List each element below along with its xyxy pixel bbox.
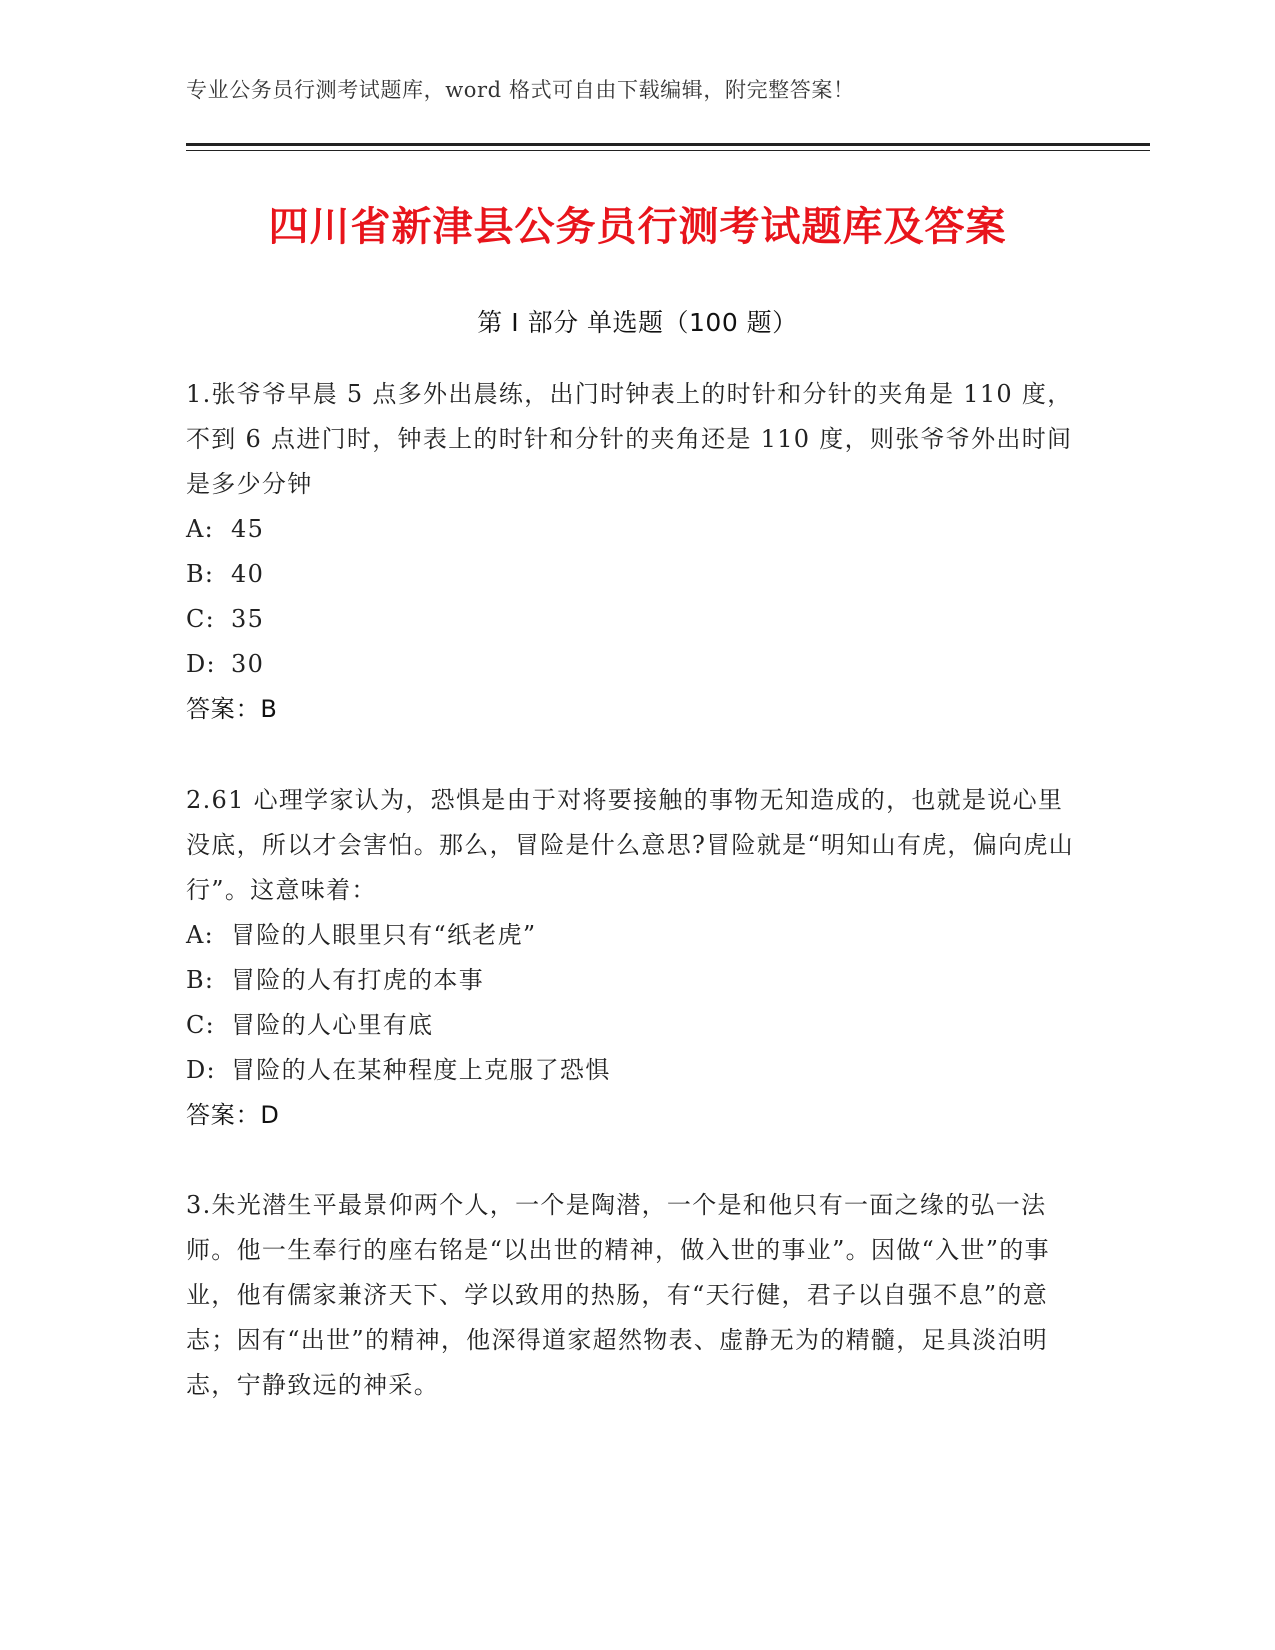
question-2 — [186, 778, 1086, 1138]
option-a — [186, 913, 1086, 958]
header-note: 专业公务员行测考试题库，word 格式可自由下载编辑，附完整答案！ — [186, 78, 855, 102]
header-rule-thick — [186, 143, 1150, 146]
option-letter: D: — [186, 650, 216, 678]
question-stem: 2.61 心理学家认为，恐惧是由于对将要接触的事物无知造成的，也就是说心里没底，所以才会害怕。那么，冒险是什么意思?冒险就是“明知山有虎，偏向虎山行”。这意味着： — [186, 786, 1074, 904]
option-text: 35 — [231, 605, 265, 633]
option-letter: B: — [186, 966, 215, 994]
option-c — [186, 597, 1086, 642]
option-letter: C: — [186, 605, 216, 633]
answer-line: 答案：D — [186, 1101, 280, 1129]
option-text: 30 — [231, 650, 265, 678]
answer-line: 答案：B — [186, 695, 278, 723]
option-text: 40 — [231, 560, 265, 588]
option-a — [186, 507, 1086, 552]
section-heading: 第 I 部分 单选题（100 题） — [477, 308, 798, 337]
option-d — [186, 642, 1086, 687]
option-b — [186, 958, 1086, 1003]
option-text: 冒险的人有打虎的本事 — [231, 966, 484, 994]
option-c — [186, 1003, 1086, 1048]
option-d — [186, 1048, 1086, 1093]
option-text: 45 — [231, 515, 265, 543]
option-letter: C: — [186, 1011, 216, 1039]
question-stem: 1.张爷爷早晨 5 点多外出晨练，出门时钟表上的时针和分针的夹角是 110 度，不到 6 点进门时，钟表上的时针和分针的夹角还是 110 度，则张爷爷外出时间是多少分钟 — [186, 380, 1073, 498]
option-text: 冒险的人心里有底 — [231, 1011, 434, 1039]
option-letter: B: — [186, 560, 215, 588]
document-title: 四川省新津县公务员行测考试题库及答案 — [268, 204, 1007, 250]
question-3 — [186, 1183, 1086, 1408]
option-letter: A: — [186, 921, 215, 949]
option-letter: A: — [186, 515, 215, 543]
option-text: 冒险的人在某种程度上克服了恐惧 — [231, 1056, 611, 1084]
question-stem: 3.朱光潜生平最景仰两个人，一个是陶潜，一个是和他只有一面之缘的弘一法师。他一生奉行的座右铭是“以出世的精神，做入世的事业”。因做“入世”的事业，他有儒家兼济天下、学以致用的热肠，有“天行健，君子以自强不息”的意志；因有“出世”的精神，他深得道家超然物表、虚静无为的精髓，足具淡泊明志，宁静致远的神采。 — [186, 1191, 1050, 1399]
option-text: 冒险的人眼里只有“纸老虎” — [231, 921, 537, 949]
question-1 — [186, 372, 1086, 732]
header-rule-thin — [186, 150, 1150, 151]
option-b — [186, 552, 1086, 597]
option-letter: D: — [186, 1056, 216, 1084]
